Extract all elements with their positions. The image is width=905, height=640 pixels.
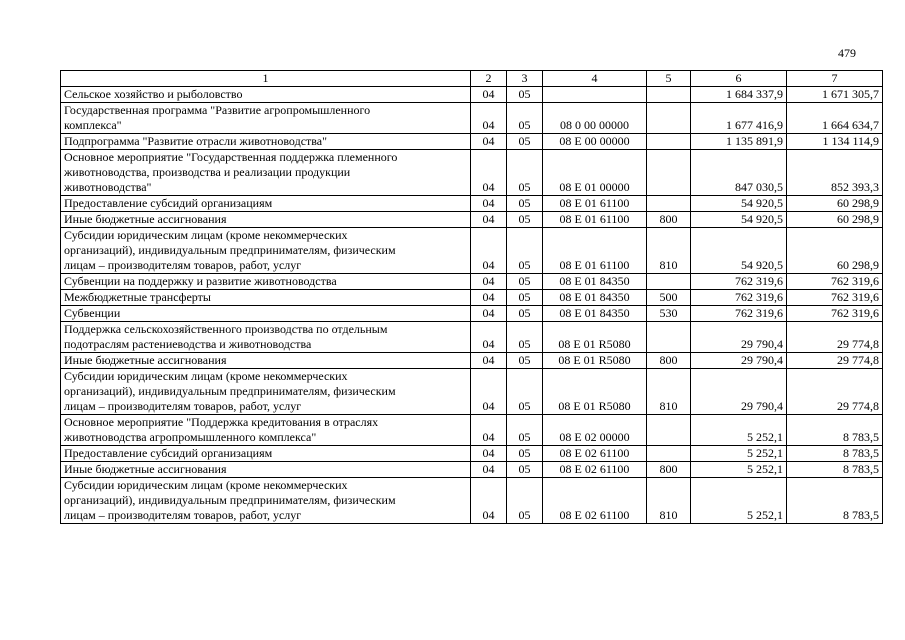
row-amount-1: 5 252,1 [691,446,787,462]
header-col-6: 6 [691,71,787,87]
row-amount-2: 60 298,9 [787,212,883,228]
row-target-article: 08 Е 02 61100 [543,478,647,524]
row-target-article: 08 Е 02 00000 [543,415,647,446]
row-subsection: 05 [507,306,543,322]
row-subsection: 05 [507,87,543,103]
row-section: 04 [471,134,507,150]
header-row [61,71,883,87]
table-row [61,103,883,134]
table-body [61,87,883,524]
row-section: 04 [471,212,507,228]
table-row [61,322,883,353]
row-amount-1: 762 319,6 [691,274,787,290]
row-target-article: 08 0 00 00000 [543,103,647,134]
row-expense-type: 800 [647,353,691,369]
row-expense-type [647,196,691,212]
header-col-5: 5 [647,71,691,87]
row-name: Субвенции [61,306,471,322]
row-name: Иные бюджетные ассигнования [61,462,471,478]
row-section: 04 [471,478,507,524]
row-amount-2: 60 298,9 [787,228,883,274]
row-section: 04 [471,290,507,306]
table-row [61,462,883,478]
row-amount-1: 762 319,6 [691,306,787,322]
row-subsection: 05 [507,322,543,353]
row-amount-2: 762 319,6 [787,274,883,290]
row-amount-2: 8 783,5 [787,478,883,524]
table-row [61,369,883,415]
row-target-article: 08 Е 01 84350 [543,290,647,306]
row-amount-2: 29 774,8 [787,369,883,415]
row-amount-2: 60 298,9 [787,196,883,212]
row-target-article: 08 Е 01 84350 [543,306,647,322]
row-subsection: 05 [507,212,543,228]
header-col-4: 4 [543,71,647,87]
row-expense-type: 800 [647,462,691,478]
table-row [61,353,883,369]
row-expense-type [647,87,691,103]
row-expense-type [647,446,691,462]
row-amount-2: 852 393,3 [787,150,883,196]
row-target-article: 08 Е 01 R5080 [543,353,647,369]
row-amount-2: 29 774,8 [787,353,883,369]
table-row [61,196,883,212]
row-name: Основное мероприятие "Государственная поддержка племенного животноводства, производства и реализации продукции животноводства" [61,150,471,196]
row-target-article: 08 Е 01 61100 [543,212,647,228]
row-name: Иные бюджетные ассигнования [61,212,471,228]
row-section: 04 [471,462,507,478]
row-section: 04 [471,228,507,274]
row-name: Государственная программа "Развитие агропромышленного комплекса" [61,103,471,134]
row-target-article [543,87,647,103]
row-name: Предоставление субсидий организациям [61,196,471,212]
row-name: Основное мероприятие "Поддержка кредитования в отраслях животноводства агропромышленного комплекса" [61,415,471,446]
row-amount-2: 29 774,8 [787,322,883,353]
table-row [61,228,883,274]
row-amount-1: 847 030,5 [691,150,787,196]
header-col-7: 7 [787,71,883,87]
row-amount-1: 5 252,1 [691,415,787,446]
row-amount-1: 54 920,5 [691,228,787,274]
row-expense-type [647,274,691,290]
row-amount-1: 1 684 337,9 [691,87,787,103]
budget-table [60,70,883,524]
row-section: 04 [471,103,507,134]
row-section: 04 [471,322,507,353]
row-section: 04 [471,150,507,196]
row-amount-2: 1 134 114,9 [787,134,883,150]
row-target-article: 08 Е 01 R5080 [543,369,647,415]
row-section: 04 [471,353,507,369]
row-subsection: 05 [507,274,543,290]
row-amount-1: 1 135 891,9 [691,134,787,150]
table-row [61,446,883,462]
row-expense-type: 810 [647,369,691,415]
row-expense-type: 800 [647,212,691,228]
row-subsection: 05 [507,415,543,446]
row-amount-2: 8 783,5 [787,415,883,446]
row-expense-type [647,150,691,196]
row-expense-type: 530 [647,306,691,322]
row-name: Поддержка сельскохозяйственного производства по отдельным подотраслям растениеводства и животноводства [61,322,471,353]
row-subsection: 05 [507,290,543,306]
row-name: Предоставление субсидий организациям [61,446,471,462]
table-row [61,87,883,103]
row-name: Иные бюджетные ассигнования [61,353,471,369]
row-target-article: 08 Е 01 61100 [543,196,647,212]
row-section: 04 [471,196,507,212]
row-amount-2: 1 664 634,7 [787,103,883,134]
row-section: 04 [471,369,507,415]
row-expense-type: 500 [647,290,691,306]
row-subsection: 05 [507,353,543,369]
row-subsection: 05 [507,478,543,524]
row-amount-2: 762 319,6 [787,290,883,306]
row-expense-type [647,103,691,134]
row-target-article: 08 Е 01 61100 [543,228,647,274]
row-amount-1: 29 790,4 [691,353,787,369]
row-name: Подпрограмма "Развитие отрасли животноводства" [61,134,471,150]
table-row [61,478,883,524]
table-row [61,212,883,228]
row-amount-1: 54 920,5 [691,196,787,212]
row-expense-type [647,322,691,353]
row-subsection: 05 [507,369,543,415]
row-target-article: 08 Е 00 00000 [543,134,647,150]
row-amount-1: 54 920,5 [691,212,787,228]
table-row [61,150,883,196]
row-amount-1: 762 319,6 [691,290,787,306]
row-amount-1: 29 790,4 [691,369,787,415]
table-row [61,306,883,322]
row-target-article: 08 Е 02 61100 [543,462,647,478]
row-amount-2: 762 319,6 [787,306,883,322]
row-subsection: 05 [507,103,543,134]
row-target-article: 08 Е 02 61100 [543,446,647,462]
row-amount-2: 8 783,5 [787,462,883,478]
row-expense-type [647,134,691,150]
row-section: 04 [471,87,507,103]
row-amount-2: 1 671 305,7 [787,87,883,103]
row-section: 04 [471,415,507,446]
table-row [61,134,883,150]
header-col-2: 2 [471,71,507,87]
row-target-article: 08 Е 01 R5080 [543,322,647,353]
row-expense-type: 810 [647,478,691,524]
table-row [61,415,883,446]
row-target-article: 08 Е 01 00000 [543,150,647,196]
row-section: 04 [471,306,507,322]
row-name: Субсидии юридическим лицам (кроме некоммерческих организаций), индивидуальным предпринимателям, физическим лицам – производителям товаров, работ, услуг [61,228,471,274]
row-expense-type [647,415,691,446]
row-name: Межбюджетные трансферты [61,290,471,306]
row-section: 04 [471,446,507,462]
row-amount-1: 5 252,1 [691,462,787,478]
header-col-3: 3 [507,71,543,87]
row-subsection: 05 [507,446,543,462]
row-expense-type: 810 [647,228,691,274]
row-amount-1: 29 790,4 [691,322,787,353]
row-amount-1: 1 677 416,9 [691,103,787,134]
row-name: Субсидии юридическим лицам (кроме некоммерческих организаций), индивидуальным предпринимателям, физическим лицам – производителям товаров, работ, услуг [61,369,471,415]
header-col-1: 1 [61,71,471,87]
table-row [61,274,883,290]
row-name: Сельское хозяйство и рыболовство [61,87,471,103]
row-subsection: 05 [507,462,543,478]
row-subsection: 05 [507,228,543,274]
row-subsection: 05 [507,196,543,212]
row-subsection: 05 [507,150,543,196]
row-amount-1: 5 252,1 [691,478,787,524]
row-name: Субсидии юридическим лицам (кроме некоммерческих организаций), индивидуальным предпринимателям, физическим лицам – производителям товаров, работ, услуг [61,478,471,524]
row-section: 04 [471,274,507,290]
row-target-article: 08 Е 01 84350 [543,274,647,290]
row-name: Субвенции на поддержку и развитие животноводства [61,274,471,290]
row-amount-2: 8 783,5 [787,446,883,462]
page-number: 479 [838,46,856,60]
row-subsection: 05 [507,134,543,150]
table-row [61,290,883,306]
